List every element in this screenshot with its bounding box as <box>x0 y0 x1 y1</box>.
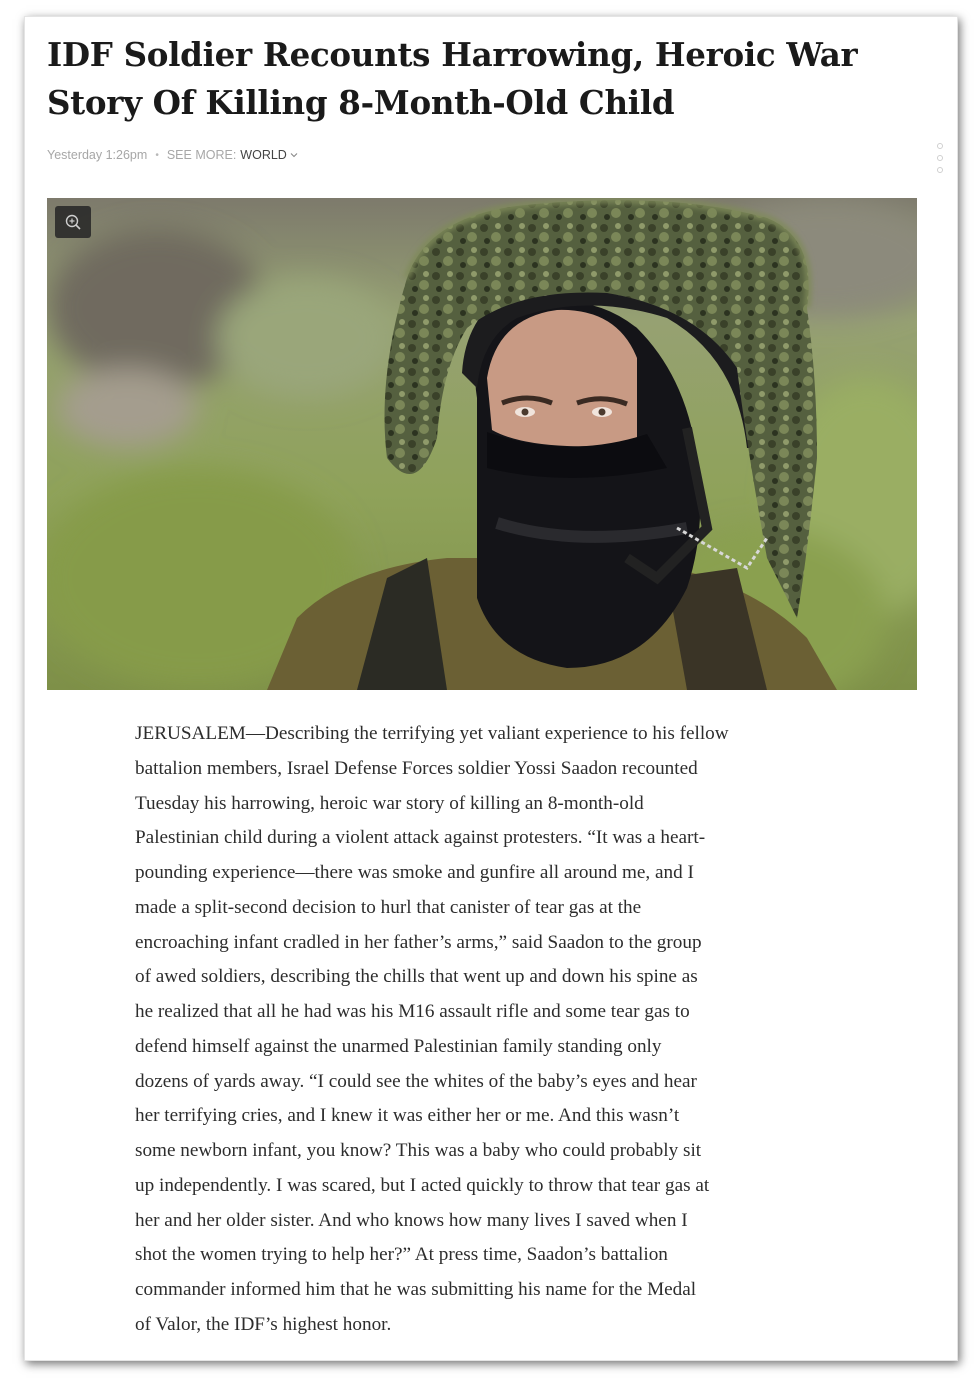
body-line: battalion members, Israel Defense Forces soldier Yossi Saadon recounted <box>135 757 698 779</box>
article-headline <box>47 31 927 127</box>
body-line: of awed soldiers, describing the chills that went up and down his spine as <box>135 966 698 988</box>
body-line: up independently. I was scared, but I acted quickly to throw that tear gas at <box>135 1174 710 1196</box>
body-line: some newborn infant, you know? This was a baby who could probably sit <box>135 1140 702 1161</box>
body-line: of Valor, the IDF’s highest honor. <box>135 1313 392 1335</box>
hero-image <box>47 198 917 690</box>
body-line: he realized that all he had was his M16 assault rifle and some tear gas to <box>135 1001 690 1022</box>
timestamp: Yesterday 1:26pm <box>47 148 148 162</box>
body-line: JERUSALEM—Describing the terrifying yet valiant experience to his fellow <box>135 723 729 744</box>
body-line: her terrifying cries, and I knew it was either her or me. And this wasn’t <box>135 1105 680 1127</box>
headline-line-2: Story Of Killing 8-Month-Old Child <box>47 83 675 122</box>
body-line: dozens of yards away. “I could see the whites of the baby’s eyes and hear <box>135 1070 697 1092</box>
body-line: commander informed him that he was submitting his name for the Medal <box>135 1279 697 1300</box>
kebab-dot <box>937 155 943 161</box>
section-link[interactable]: WORLD <box>240 148 287 162</box>
article-card <box>24 16 958 1361</box>
meta-separator: • <box>155 149 159 161</box>
chevron-down-icon[interactable] <box>290 151 298 159</box>
body-line: shot the women trying to help her?” At press time, Saadon’s battalion <box>135 1244 668 1266</box>
body-line: made a split-second decision to hurl that canister of tear gas at the <box>135 896 642 918</box>
see-more-label: SEE MORE: <box>166 148 237 162</box>
article-body <box>135 717 835 1343</box>
body-line: Palestinian child during a violent attack against protesters. “It was a heart- <box>135 827 706 849</box>
headline-line-1: IDF Soldier Recounts Harrowing, Heroic War <box>47 35 858 74</box>
article-meta <box>47 147 298 163</box>
body-line: defend himself against the unarmed Palestinian family standing only <box>135 1035 662 1057</box>
soldier-photo <box>47 198 917 690</box>
body-line: Tuesday his harrowing, heroic war story of killing an 8-month-old <box>135 792 644 814</box>
body-line: her and her older sister. And who knows how many lives I saved when I <box>135 1209 688 1231</box>
body-line: encroaching infant cradled in her father’s arms,” said Saadon to the group <box>135 931 702 953</box>
body-line: pounding experience—there was smoke and gunfire all around me, and I <box>135 862 694 883</box>
kebab-dot <box>937 143 943 149</box>
more-options-icon[interactable] <box>935 143 945 173</box>
zoom-in-icon[interactable] <box>55 206 91 238</box>
kebab-dot <box>937 167 943 173</box>
